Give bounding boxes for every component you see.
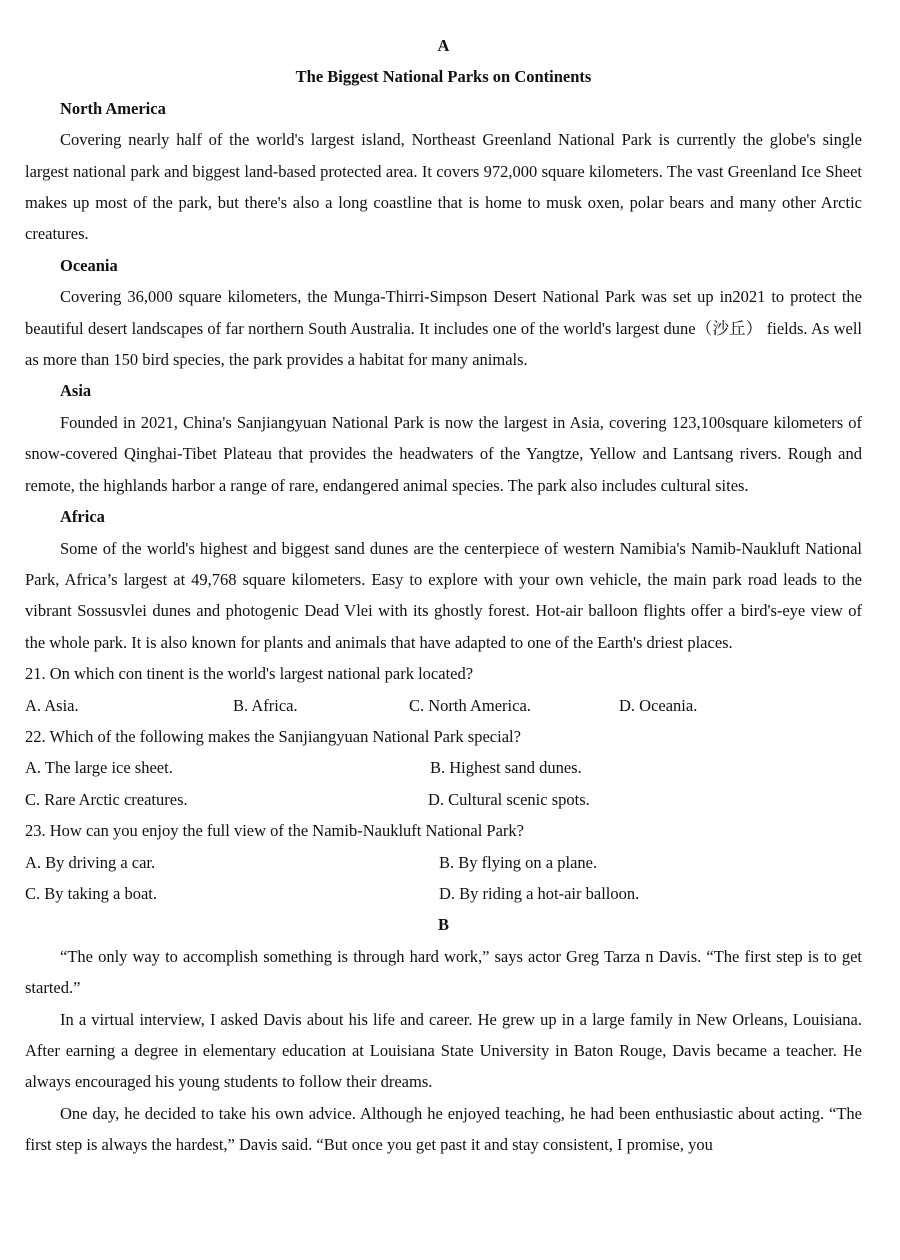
- section-heading-north-america: North America: [60, 98, 166, 118]
- question-22-options-row1: [25, 752, 862, 783]
- q22-option-d[interactable]: D. Cultural scenic spots.: [428, 789, 590, 809]
- question-21-stem: 21. On which con tinent is the world's largest national park located?: [25, 664, 474, 684]
- question-23-options-row2: [25, 878, 862, 909]
- section-text-asia: Founded in 2021, China's Sanjiangyuan National Park is now the largest in Asia, covering 123,100square kilometers of snow-covered Qinghai-Tibet Plateau that provides the headwaters of the Yangtze, Yellow and Lantsang rivers. Rough and remote, the highlands harbor a range of rare, endangered animal species. The park also includes cultural sites.: [25, 412, 862, 495]
- q22-option-b[interactable]: B. Highest sand dunes.: [430, 758, 582, 778]
- section-text-oceania: Covering 36,000 square kilometers, the Munga-Thirri-Simpson Desert National Park was set up in2021 to protect the beautiful desert landscapes of far northern South Australia. It includes one of the world's largest dune（沙丘） fields. As well as more than 150 bird species, the park provides a habitat for many animals.: [25, 287, 862, 370]
- q21-option-b[interactable]: B. Africa.: [233, 695, 298, 715]
- q21-option-a[interactable]: A. Asia.: [25, 695, 79, 715]
- q23-option-d[interactable]: D. By riding a hot-air balloon.: [439, 883, 640, 903]
- section-heading-oceania: Oceania: [60, 255, 118, 275]
- section-text-africa: Some of the world's highest and biggest sand dunes are the centerpiece of western Namibia's Namib-Naukluft National Park, Africa’s largest at 49,768 square kilometers. Easy to explore with your own vehicle, the main park road leads to the vibrant Sossusvlei dunes and photogenic Dead Vlei with its ghostly forest. Hot-air balloon flights offer a bird's-eye view of the whole park. It is also known for plants and animals that have adapted to one of the Earth's driest places.: [25, 538, 862, 652]
- q23-option-c[interactable]: C. By taking a boat.: [25, 883, 157, 903]
- q22-option-c[interactable]: C. Rare Arctic creatures.: [25, 789, 188, 809]
- passage-a-title: The Biggest National Parks on Continents: [295, 67, 592, 87]
- question-22-stem: 22. Which of the following makes the Sanjiangyuan National Park special?: [25, 726, 521, 746]
- section-heading-asia: Asia: [60, 381, 92, 401]
- passage-b-paragraph-2: In a virtual interview, I asked Davis about his life and career. He grew up in a large family in New Orleans, Louisiana. After earning a degree in elementary education at Louisiana State University in Baton Rouge, Davis became a teacher. He always encouraged his young students to follow their dreams.: [25, 1009, 862, 1092]
- section-heading-africa: Africa: [60, 507, 105, 527]
- q23-option-b[interactable]: B. By flying on a plane.: [439, 852, 598, 872]
- exam-page: [25, 30, 862, 1161]
- q21-option-d[interactable]: D. Oceania.: [619, 695, 698, 715]
- section-b-letter: B: [437, 915, 449, 935]
- question-23-options-row1: [25, 847, 862, 878]
- q23-option-a[interactable]: A. By driving a car.: [25, 852, 156, 872]
- question-21-options: [25, 690, 862, 721]
- passage-b-paragraph-1: “The only way to accomplish something is through hard work,” says actor Greg Tarza n Davis. “The first step is to get started.”: [25, 946, 862, 998]
- question-23-stem: 23. How can you enjoy the full view of the Namib-Naukluft National Park?: [25, 821, 524, 841]
- section-a-letter: A: [437, 36, 450, 55]
- passage-b-paragraph-3: One day, he decided to take his own advice. Although he enjoyed teaching, he had been enthusiastic about acting. “The first step is always the hardest,” Davis said. “But once you get past it and stay consistent, I promise, you: [25, 1103, 862, 1155]
- q22-option-a[interactable]: A. The large ice sheet.: [25, 758, 173, 778]
- question-22-options-row2: [25, 784, 862, 815]
- q21-option-c[interactable]: C. North America.: [409, 695, 531, 715]
- section-text-north-america: Covering nearly half of the world's largest island, Northeast Greenland National Park is currently the globe's single largest national park and biggest land-based protected area. It covers 972,000 square kilometers. The vast Greenland Ice Sheet makes up most of the park, but there's also a long coastline that is home to musk oxen, polar bears and many other Arctic creatures.: [25, 130, 862, 244]
